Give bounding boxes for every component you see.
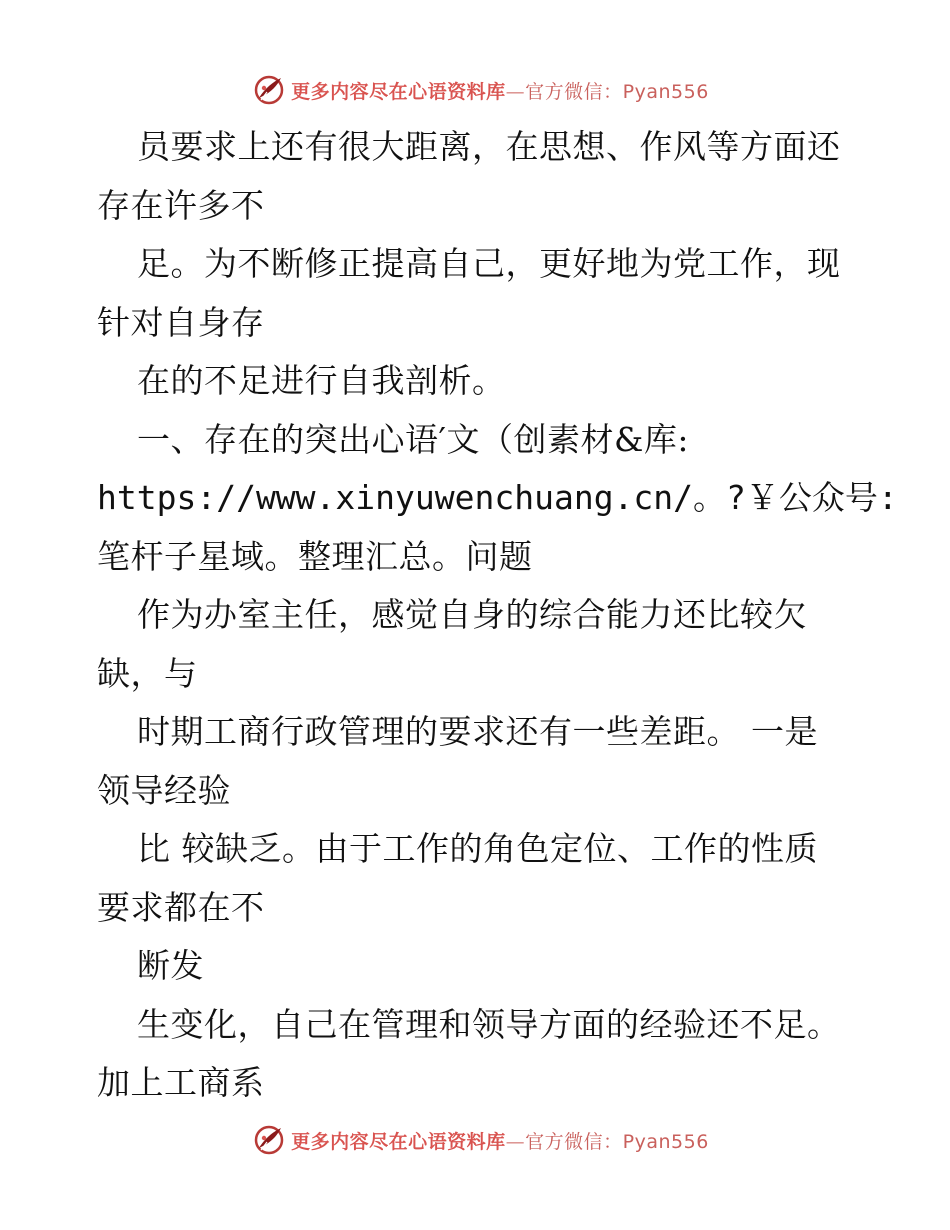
header-wechat-text: 官方微信：Pyan556: [525, 80, 709, 103]
body-line: 员要求上还有很大距离，在思想、作风等方面还: [137, 127, 841, 166]
footer-separator: —: [505, 1130, 526, 1153]
footer-banner-text: [291, 1127, 709, 1154]
body-line: 时期工商行政管理的要求还有一些差距。 一是: [137, 712, 818, 751]
body-line: 缺，与: [97, 653, 198, 693]
footer-wechat-text: 官方微信：Pyan556: [525, 1130, 709, 1153]
body-line: 足。为不断修正提高自己，更好地为党工作，现: [137, 244, 841, 283]
quill-logo-icon: [253, 74, 285, 106]
body-line: 领导经验: [97, 770, 231, 810]
body-line: 断发: [137, 946, 204, 985]
body-line: 加上工商系: [97, 1063, 265, 1102]
header-banner-inner: [253, 74, 709, 106]
header-banner: [0, 70, 950, 110]
body-line: 针对自身存: [97, 302, 265, 342]
footer-brand-text: 更多内容尽在心语资料库: [291, 1130, 506, 1153]
header-brand-text: 更多内容尽在心语资料库: [291, 80, 506, 103]
header-banner-text: [291, 77, 709, 104]
body-line: 要求都在不: [97, 887, 265, 927]
body-line: 笔杆子星域。整理汇总。问题: [97, 536, 533, 576]
section-heading: 一、存在的突出心语′文（创素材&库:: [137, 419, 689, 459]
body-line: 存在许多不: [97, 185, 265, 225]
footer-banner: [0, 1120, 950, 1160]
body-line-url: https://www.xinyuwenchuang.cn/。?￥公众号:: [97, 478, 898, 517]
body-line: 比 较缺乏。由于工作的角色定位、工作的性质: [137, 829, 818, 868]
body-line: 生变化，自己在管理和领导方面的经验还不足。: [137, 1004, 841, 1044]
document-body: [97, 118, 898, 1113]
quill-logo-icon: [253, 1124, 285, 1156]
header-separator: —: [505, 80, 526, 103]
body-line: 作为办室主任，感觉自身的综合能力还比较欠: [137, 595, 807, 634]
body-line: 在的不足进行自我剖析。: [137, 361, 506, 400]
footer-banner-inner: [253, 1124, 709, 1156]
